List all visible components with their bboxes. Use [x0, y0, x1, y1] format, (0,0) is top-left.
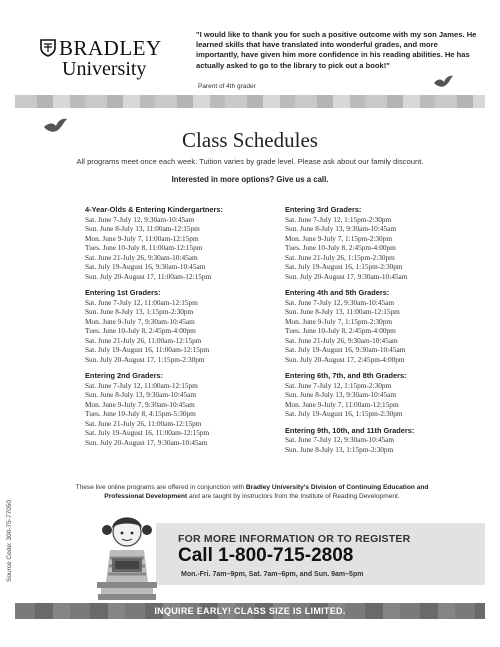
- footer-note: [72, 484, 432, 501]
- schedule-item: Tues. June 10-July 8, 4:15pm-5:30pm: [85, 409, 196, 419]
- inquire-banner: INQUIRE EARLY! CLASS SIZE IS LIMITED.: [154, 606, 346, 616]
- footer-note-text: and are taught by instructors from the Institute of Reading Development.: [187, 492, 400, 500]
- schedule-item: Sat. June 21-July 26, 11:00am-12:15pm: [85, 418, 202, 428]
- schedule-item: Sat. June 7-July 12, 9:30am-10:45am: [85, 214, 195, 224]
- schedule-column-left: [85, 205, 223, 454]
- schedule-item: Mon. June 9-July 7, 9:30am-10:45am: [85, 399, 195, 409]
- footer-note-text: These live online programs are offered in conjunction with: [75, 484, 246, 491]
- schedule-item: Sun. June 8-July 13, 9:30am-10:45am: [285, 224, 397, 234]
- register-heading: FOR MORE INFORMATION OR TO REGISTER: [178, 533, 411, 545]
- schedule-item: Sun. June 8-July 13, 11:00am-12:15pm: [285, 307, 400, 317]
- bird-icon: [432, 74, 454, 90]
- schedule-item: Sun. July 20-August 17, 2:45pm-4:00pm: [285, 354, 405, 364]
- schedule-item: Sat. June 7-July 12, 9:30am-10:45am: [285, 435, 395, 445]
- schedule-item: Mon. June 9-July 7, 1:15pm-2:30pm: [285, 233, 393, 243]
- schedule-group-heading: Entering 4th and 5th Graders:: [285, 288, 390, 298]
- schedule-item: Sat. June 21-July 26, 9:30am-10:45am: [85, 252, 198, 262]
- schedule-group-heading: 4-Year-Olds & Entering Kindergartners:: [85, 205, 223, 214]
- girl-reading-illustration: [92, 502, 162, 610]
- schedule-item: Sat. June 21-July 26, 1:15pm-2:30pm: [285, 252, 395, 262]
- brand-name: BRADLEY: [59, 36, 162, 60]
- phone-number: Call 1-800-715-2808: [178, 545, 354, 566]
- schedule-item: Sat. June 7-July 12, 9:30am-10:45am: [285, 297, 395, 307]
- schedule-item: Sat. June 7-July 12, 1:15pm-2:30pm: [285, 214, 392, 224]
- source-code: Source Code: 300-75-77050: [6, 499, 13, 582]
- schedule-item: Sun. June 8-July 13, 9:30am-10:45am: [85, 390, 197, 400]
- schedule-item: Sun. July 20-August 17, 11:00am-12:15pm: [85, 271, 212, 281]
- schedule-item: Sat. June 21-July 26, 9:30am-10:45am: [285, 335, 398, 345]
- schedule-item: Tues. June 10-July 8, 2:45pm-4:00pm: [85, 326, 196, 336]
- schedule-group: [285, 426, 414, 455]
- testimonial-attribution: Parent of 4th grader: [198, 83, 256, 90]
- office-hours: Mon.-Fri. 7am–9pm, Sat. 7am–6pm, and Sun. 9am–5pm: [181, 571, 364, 578]
- schedule-group: [285, 288, 414, 364]
- schedule-item: Mon. June 9-July 7, 11:00am-12:15pm: [85, 233, 199, 243]
- schedule-item: Mon. June 9-July 7, 9:30am-10:45am: [85, 316, 195, 326]
- schedule-item: Sun. July 20-August 17, 1:15pm-2:30pm: [85, 354, 205, 364]
- schedule-item: Sat. June 21-July 26, 11:00am-12:15pm: [85, 335, 202, 345]
- schedule-item: Sat. July 19-August 16, 11:00am-12:15pm: [85, 428, 210, 438]
- testimonial-quote: "I would like to thank you for such a positive outcome with my son James. He learned skills that have translated into wonderful grades, and more importantly, have given him more confidence in his reading abilities. He has actually asked to go to the library to pick out a book!": [196, 30, 477, 70]
- schedule-item: Sun. June 8-July 13, 9:30am-10:45am: [285, 390, 397, 400]
- schedule-group-heading: Entering 3rd Graders:: [285, 205, 362, 214]
- decorative-band-top: [15, 95, 485, 108]
- schedule-item: Tues. June 10-July 8, 11:00am-12:15pm: [85, 243, 203, 253]
- footer-note-division: Bradley University's Division of Continuing Education and Professional Development: [104, 484, 429, 500]
- schedule-item: Sun. June 8-July 13, 1:15pm-2:30pm: [85, 307, 194, 317]
- schedule-item: Sat. July 19-August 16, 11:00am-12:15pm: [85, 345, 210, 355]
- schedule-column-right: [285, 205, 414, 461]
- page-title: Class Schedules: [182, 128, 318, 152]
- schedule-group: [85, 205, 223, 281]
- schedule-item: Mon. June 9-July 7, 1:15pm-2:30pm: [285, 316, 393, 326]
- schedule-group-heading: Entering 2nd Graders:: [85, 371, 164, 381]
- brand-subtitle: University: [62, 58, 147, 80]
- schedule-item: Sat. June 7-July 12, 11:00am-12:15pm: [85, 297, 198, 307]
- schedule-group: [85, 371, 223, 447]
- schedule-item: Sat. June 7-July 12, 1:15pm-2:30pm: [285, 380, 392, 390]
- university-logo: [40, 38, 162, 80]
- schedule-item: Mon. June 9-July 7, 11:00am-12:15pm: [285, 399, 399, 409]
- schedule-group: [285, 205, 414, 281]
- intro-text: All programs meet once each week. Tuition varies by grade level. Please ask about our family discount.: [76, 157, 424, 166]
- schedule-item: Sat. July 19-August 16, 1:15pm-2:30pm: [285, 409, 403, 419]
- schedule-item: Sat. July 19-August 16, 1:15pm-2:30pm: [285, 262, 403, 272]
- schedule-group-heading: Entering 9th, 10th, and 11th Graders:: [285, 425, 415, 435]
- schedule-item: Tues. June 10-July 8, 2:45pm-4:00pm: [285, 243, 396, 253]
- schedule-group-heading: Entering 6th, 7th, and 8th Graders:: [285, 371, 407, 381]
- schedule-item: Sun. July 20-August 17, 9:30am-10:45am: [285, 271, 408, 281]
- schedule-item: Tues. June 10-July 8, 2:45pm-4:00pm: [285, 326, 396, 336]
- schedule-item: Sun. July 20-August 17, 9:30am-10:45am: [85, 437, 208, 447]
- schedule-group: [85, 288, 223, 364]
- schedule-group-heading: Entering 1st Graders:: [85, 288, 161, 298]
- schedule-item: Sat. July 19-August 16, 9:30am-10:45am: [285, 345, 406, 355]
- schedule-group: [285, 371, 414, 419]
- schedule-item: Sun. June 8-July 13, 1:15pm-2:30pm: [285, 444, 394, 454]
- shield-logo-icon: [40, 39, 56, 57]
- schedule-item: Sat. June 7-July 12, 11:00am-12:15pm: [85, 380, 198, 390]
- call-prompt: Interested in more options? Give us a call.: [171, 175, 329, 184]
- schedule-item: Sat. July 19-August 16, 9:30am-10:45am: [85, 262, 206, 272]
- schedule-item: Sun. June 8-July 13, 11:00am-12:15pm: [85, 224, 200, 234]
